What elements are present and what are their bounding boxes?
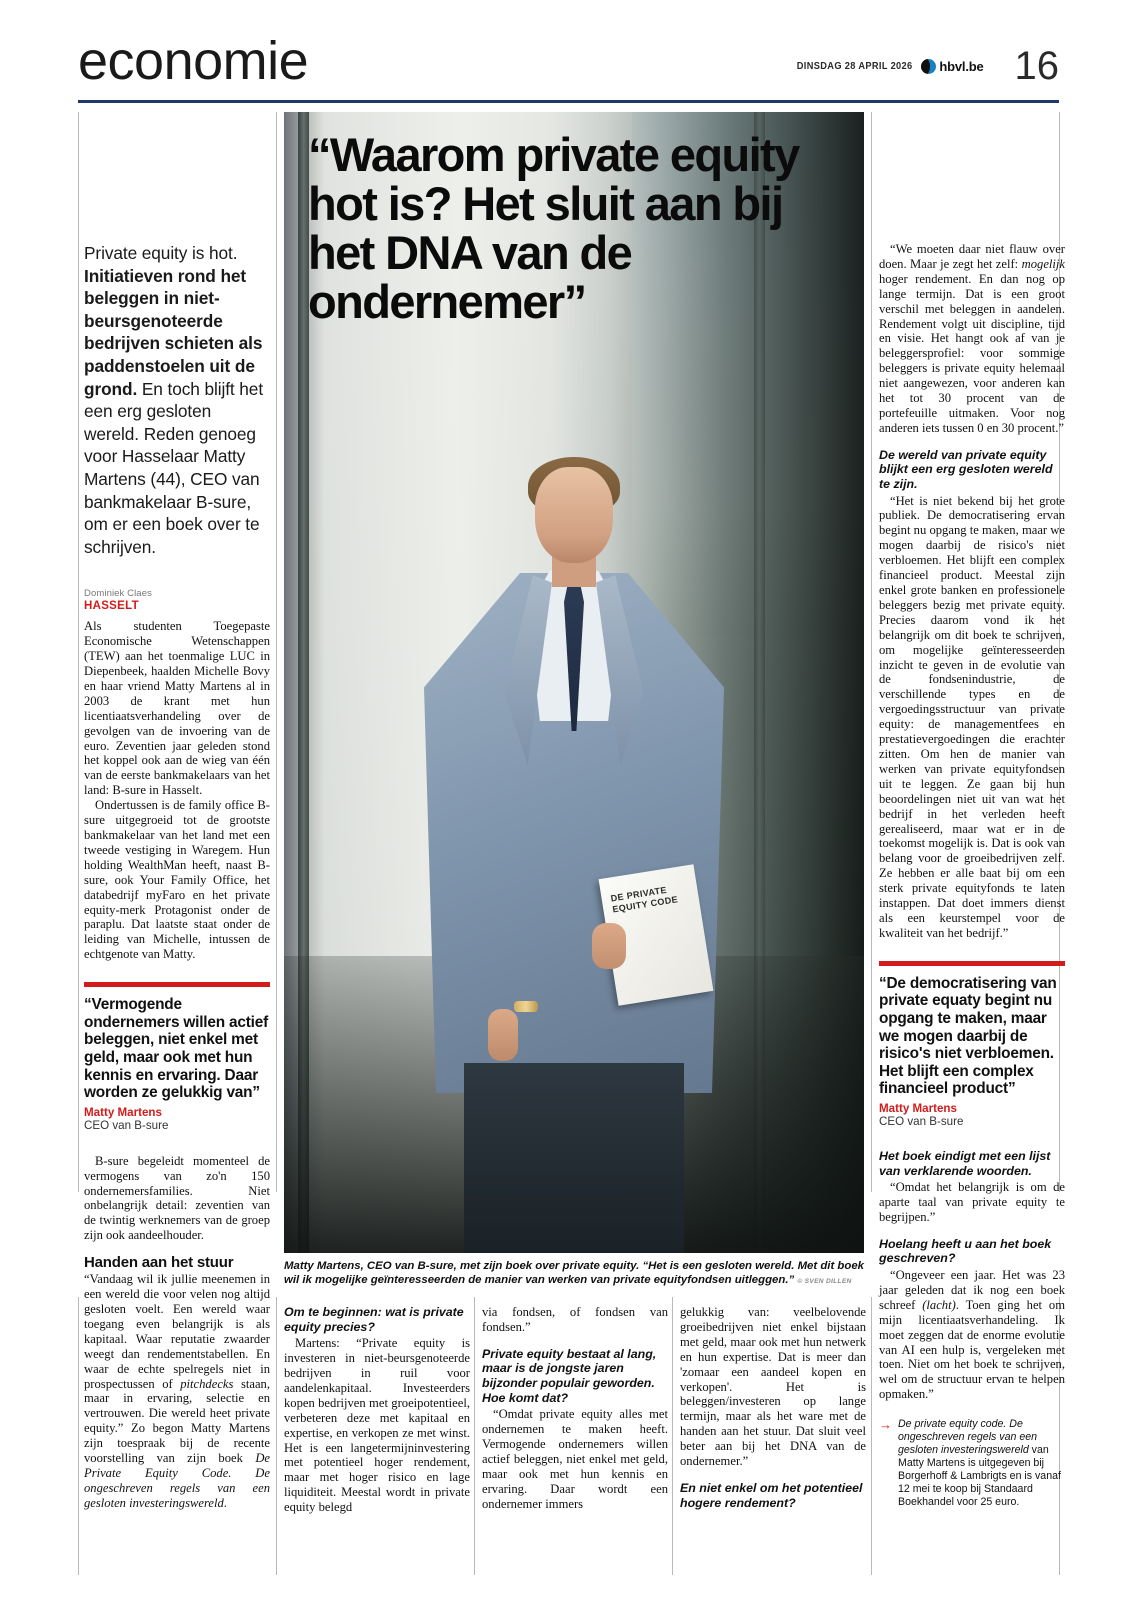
paragraph [84, 1272, 270, 1511]
column-divider-bottom [276, 1297, 277, 1575]
paragraph-italic: (lacht) [922, 1297, 956, 1312]
paragraph-part: “Vandaag wil ik jullie meenemen in een wereld die voor velen nog altijd gesloten voelt. Een wereld waar toegang even belangrijk is als kapitaal. Waar reputatie zwaarder weegt dan rendementstabellen. En waar de echte spelregels niet in prospectussen of [84, 1272, 270, 1391]
paragraph: Martens: “Private equity is investeren in niet-beursgenoteerde bedrijven in ruil voor aandelenkapitaal. Investeerders kopen bedrijven met groeipotentieel, verbeteren deze met kapitaal en expertise, en verkopen ze met winst. Het is een langetermijninvestering met potentieel hoger rendement, maar met hoger risico en lage liquiditeit. Meestal wordt in private equity belegd [284, 1336, 470, 1515]
bottom-column-4 [680, 1305, 866, 1512]
paragraph-part: . Toen ging het om mijn licentiaatsverhandeling. Ik moet zeggen dat de enorme evolutie van AI een hulp is, vergeleken met toen. Niet om het boek te schrijven, wel om de structuur ervan te helpen opmaken.” [879, 1297, 1065, 1402]
paragraph: gelukkig van: veelbelovende groeibedrijven niet enkel bijstaan met geld, maar ook met hun netwerk en hun expertise. Dat is meer dan 'zomaar een aandeel kopen en verkopen'. Het is beleggen/investeren op lange termijn, maar als het ware met de handen aan het stuur. Dat sluit veel beter aan bij het DNA van de ondernemer.” [680, 1305, 866, 1469]
paragraph-italic: mogelijk [1021, 256, 1065, 271]
paragraph-part: “We moeten daar niet flauw over doen. Maar je zegt het zelf: [879, 242, 1065, 271]
header-rule [78, 100, 1059, 103]
bottom-column-3 [482, 1305, 668, 1512]
headline: “Waarom private equity hot is? Het sluit aan bij het DNA van de ondernemer” [308, 128, 799, 328]
logo-label: hbvl.be [939, 58, 984, 74]
droplet-icon [921, 59, 936, 74]
paragraph-part: . [223, 1495, 227, 1510]
pullquote-text: “De democratisering van private equaty begint nu opgang te maken, maar we mogen daarbij de risico's niet verbloemen. Het blijft een complex financieel product” [879, 974, 1057, 1098]
paragraph [879, 1268, 1065, 1402]
subject-hand-left [488, 1009, 518, 1061]
subject-watch [514, 1001, 538, 1012]
book-cover-title: DE PRIVATE EQUITY CODE [609, 884, 679, 915]
column4-body-1 [879, 242, 1065, 436]
book-note [879, 1418, 1065, 1508]
column4b-body [680, 1305, 866, 1469]
paragraph-part: “Ongeveer een jaar. Het was 23 jaar geleden dat ik nog een boek schreef [879, 1268, 1065, 1312]
byline-author: Dominiek Claes [84, 588, 152, 600]
byline-city: HASSELT [84, 600, 139, 613]
column-right [879, 242, 1065, 1509]
column3-body-2 [482, 1407, 668, 1511]
photo-credit: © SVEN DILLEN [797, 1277, 852, 1285]
arrow-right-icon: → [879, 1417, 892, 1433]
masthead-meta [781, 46, 1059, 86]
pullquote-text: “Vermogende ondernemers willen actief beleggen, niet enkel met geld, maar ook met hun kennis en ervaring. Daar worden ze gelukkig van” [84, 996, 269, 1102]
pullquote-attribution-role: CEO van B-sure [879, 1114, 964, 1128]
photo-subject [409, 453, 739, 1253]
page-title: economie [78, 31, 309, 91]
column1-body-3 [84, 1272, 270, 1511]
paragraph: via fondsen, of fondsen van fondsen.” [482, 1305, 668, 1334]
photo-caption [284, 1260, 864, 1288]
book-note-text [898, 1418, 1065, 1508]
article-grid [78, 112, 1065, 1582]
lede-bold: Initiatieven rond het beleggen in niet-beursgenoteerde bedrijven schieten als paddenstoelen uit de grond. [84, 265, 263, 399]
book-note-rest: van Matty Martens is uitgegeven bij Borgerhoff & Lambrigts en is vanaf 12 mei te koop bij Standaard Boekhandel voor 25 euro. [898, 1443, 1061, 1508]
pullquote-right [879, 961, 1065, 1128]
hbvl-logo[interactable] [921, 59, 983, 74]
paragraph-italic: pitchdecks [180, 1376, 234, 1391]
lede-intro: Private equity is hot. [84, 243, 238, 263]
pullquote-rule [879, 961, 1065, 966]
subject-face [535, 467, 613, 563]
pullquote-attribution-role: CEO van B-sure [84, 1118, 169, 1132]
caption-text: Matty Martens, CEO van B-sure, met zijn boek over private equity. “Het is een gesloten wereld. Met dit boek wil ik mogelijke geïnteresseerden de manier van werken van private equityfondsen uitleggen.” [284, 1260, 865, 1286]
lede-paragraph [84, 242, 270, 558]
question-subhead: En niet enkel om het potentieel hogere rendement? [680, 1480, 863, 1510]
column-divider [276, 112, 277, 1192]
paragraph: “Omdat private equity alles met ondernemen te maken heeft. Vermogende ondernemers willen actief beleggen, niet enkel met geld, maar ook met hun kennis en ervaring. Daar wordt een ondernemer immers [482, 1407, 668, 1511]
section-subhead: Handen aan het stuur [84, 1254, 234, 1272]
article-photo [284, 112, 864, 1253]
column1-body-2 [84, 1154, 270, 1243]
page-number: 16 [1014, 44, 1059, 88]
paragraph: Ondertussen is de family office B-sure uitgegroeid tot de grootste bankmakelaar van het land met een tweede vestiging in Waregem. Hun holding WealthMan heeft, naast B-sure, ook Your Family Office, het databedrijf myFaro en het private equity-merk Protagonist onder de paraplu. Dat laatste staat onder de leiding van Michelle, intussen de echtgenote van Matty. [84, 798, 270, 962]
column1-body [84, 619, 270, 962]
dateline: DINSDAG 28 APRIL 2026 [796, 60, 913, 72]
column-divider [871, 112, 872, 1192]
paragraph: Als studenten Toegepaste Economische Wetenschappen (TEW) aan het toenmalige LUC in Diepenbeek, haalden Michelle Bovy en haar vriend Matty Martens al in 2003 de krant met hun licentiaatsverhandeling over de gevolgen van de invoering van de euro. Zeventien jaar geleden stond het koppel ook aan de wieg van één van de eerste bankmakelaars van het land: B-sure in Hasselt. [84, 619, 270, 798]
column-divider [78, 112, 79, 1192]
photo-block [284, 112, 864, 1288]
question-subhead: Het boek eindigt met een lijst van verklarende woorden. [879, 1148, 1051, 1178]
column3-body-1 [482, 1305, 668, 1335]
question-subhead: De wereld van private equity blijkt een erg gesloten wereld te zijn. [879, 447, 1053, 491]
bottom-column-2 [284, 1305, 470, 1515]
subject-trousers [464, 1063, 684, 1253]
column4-body-2 [879, 494, 1065, 941]
pullquote-attribution-name: Matty Martens [879, 1101, 957, 1115]
paragraph: B-sure begeleidt momenteel de vermogens van zo'n 150 ondernemersfamilies. Niet onbelangrijk detail: zeventien van de twintig werknemers van de groep zijn ook aandeelhouder. [84, 1153, 270, 1243]
lede-rest: En toch blijft het een erg gesloten wereld. Reden genoeg voor Hasselaar Matty Martens (44), CEO van bankmakelaar B-sure, om er een boek over te schrijven. [84, 378, 264, 557]
question-subhead: Om te beginnen: wat is private equity precies? [284, 1305, 464, 1334]
paragraph: “Omdat het belangrijk is om de aparte taal van private equity te begrijpen.” [879, 1180, 1065, 1224]
subject-hand-right [592, 923, 626, 969]
column-divider-bottom [672, 1297, 673, 1575]
paragraph-part: staan, maar in ervaring, selectie en vertrouwen. Die wereld heet private equity.” Zo begon Matty Martens zijn toespraak bij de recente voorstelling van zijn boek [84, 1376, 270, 1466]
masthead [78, 20, 1059, 98]
paragraph-part: hoger rendement. En dan nog op lange termijn. Dat is een groot verschil met beleggen in aandelen. Rendement volgt uit discipline, tijd en visie. Het hangt ook af van je beleggersprofiel: voor sommige beleggers is private equity helemaal niet aangewezen, voor anderen kan het tot 30 procent van de portefeuille uitmaken. Voor nog anderen iets tussen 0 en 30 procent.” [879, 271, 1065, 435]
book-note-title: De private equity code. De ongeschreven regels van een gesloten investeringswereld [898, 1418, 1037, 1456]
paragraph: “Het is niet bekend bij het grote publiek. De democratisering ervan begint nu opgang te maken, maar we mogen daarbij de risico's niet verbloemen. Het blijft een complex financieel product. Meestal zijn enkel grote banken en professionele beleggers bezig met private equity. Precies daarom vond ik het belangrijk om dit boek te schrijven, om mogelijke geïnteresseerden inzicht te geven in de evolutie van de fondsenindustrie, de verschillende types en de vergoedingsstructuur van private equity: de managementfees en prestatievergoedingen die erachter zitten. Om hen de manier van werken van private equityfondsen uit te leggen. Ze gaan bij hun beoordelingen niet uit van wat het bedrijf in het verleden heeft gerealiseerd, maar wat er in de toekomst mogelijk is. Dat is ook van belang voor de groeibedrijven zelf. Ze hebben er alle baat bij om een sterk private equityfonds te laten instappen. Dat doet immers dienst als een keurstempel voor de kwaliteit van het bedrijf.” [879, 493, 1065, 940]
paragraph [879, 242, 1065, 436]
column4-body-4 [879, 1268, 1065, 1402]
column-divider-bottom [78, 1297, 79, 1575]
pullquote-left [84, 982, 270, 1132]
pullquote-attribution-name: Matty Martens [84, 1105, 162, 1119]
column4-body-3 [879, 1180, 1065, 1225]
column2-body [284, 1336, 470, 1515]
question-subhead: Hoelang heeft u aan het boek geschreven? [879, 1236, 1052, 1266]
pullquote-rule [84, 982, 270, 987]
book-title-italic: De Private Equity Code. De ongeschreven regels van een gesloten investeringswereld [84, 1451, 270, 1510]
question-subhead: Private equity bestaat al lang, maar is de jongste jaren bijzonder populair geworden. Hoe komt dat? [482, 1346, 657, 1405]
column-divider-bottom [474, 1297, 475, 1575]
column-divider-bottom [871, 1297, 872, 1575]
column-left [84, 242, 270, 1511]
